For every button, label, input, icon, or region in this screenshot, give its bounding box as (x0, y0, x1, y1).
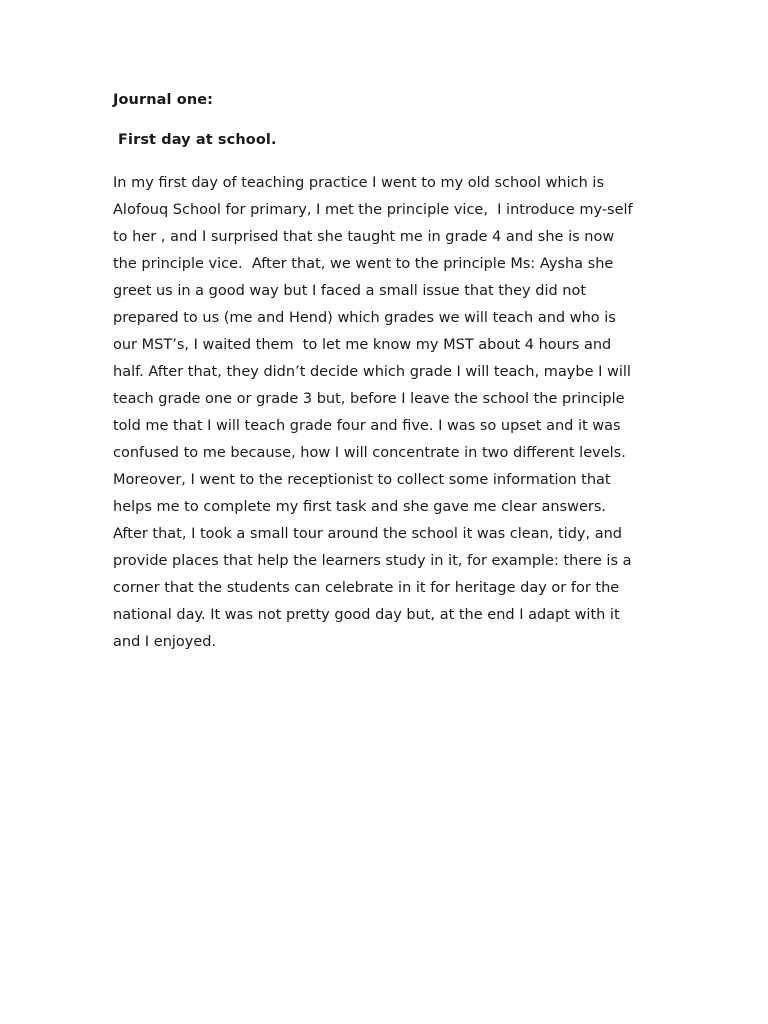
body-line: confused to me because, how I will concentrate in two different levels. (113, 445, 626, 461)
journal-body (113, 170, 673, 656)
body-line: helps me to complete my first task and she gave me clear answers. (113, 499, 606, 515)
body-line: our MST’s, I waited them to let me know my MST about 4 hours and (113, 337, 612, 353)
body-line: national day. It was not pretty good day but, at the end I adapt with it (113, 607, 620, 623)
body-line: half. After that, they didn’t decide which grade I will teach, maybe I will (113, 364, 631, 380)
journal-title: Journal one: (113, 92, 214, 108)
body-line: teach grade one or grade 3 but, before I leave the school the principle (113, 391, 625, 407)
body-line: After that, I took a small tour around the school it was clean, tidy, and (113, 526, 622, 542)
body-line: provide places that help the learners study in it, for example: there is a (113, 553, 632, 569)
body-line: Alofouq School for primary, I met the principle vice, I introduce my-self (113, 202, 633, 218)
body-line: corner that the students can celebrate in it for heritage day or for the (113, 580, 620, 596)
body-line: to her , and I surprised that she taught me in grade 4 and she is now (113, 229, 615, 245)
body-line: Moreover, I went to the receptionist to collect some information that (113, 472, 611, 488)
body-line: In my first day of teaching practice I went to my old school which is (113, 175, 604, 191)
entry-subtitle: First day at school. (118, 132, 277, 148)
body-line: told me that I will teach grade four and five. I was so upset and it was (113, 418, 621, 434)
body-line: prepared to us (me and Hend) which grades we will teach and who is (113, 310, 616, 326)
body-line: greet us in a good way but I faced a small issue that they did not (113, 283, 587, 299)
body-line: and I enjoyed. (113, 634, 217, 650)
body-line: the principle vice. After that, we went to the principle Ms: Aysha she (113, 256, 614, 272)
